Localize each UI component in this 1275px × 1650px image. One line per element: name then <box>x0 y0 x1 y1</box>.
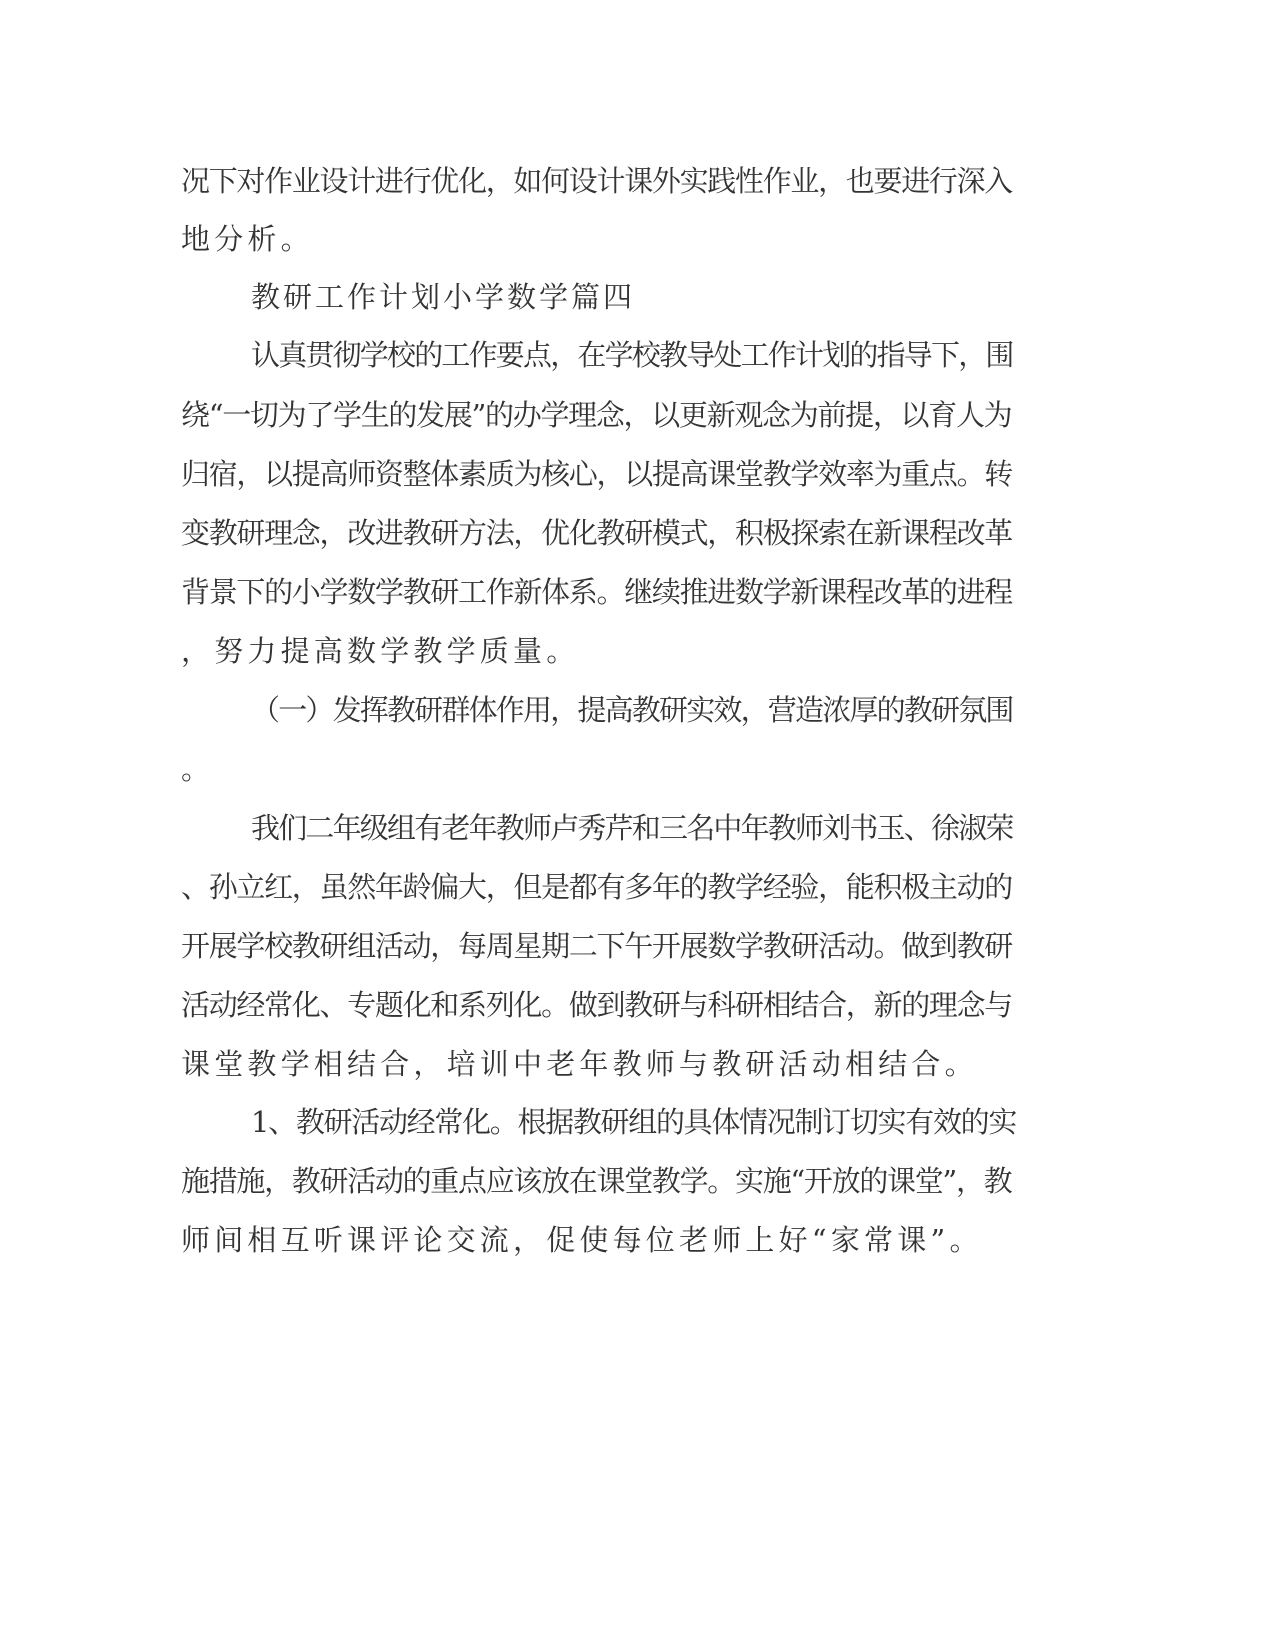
body-text-line: 认真贯彻学校的工作要点，在学校教导处工作计划的指导下，围 <box>251 338 1013 372</box>
body-text-line: 1、教研活动经常化。根据教研组的具体情况制订切实有效的实 <box>251 1105 1017 1139</box>
body-text-line: 地分析。 <box>181 222 314 256</box>
body-text-line: （一）发挥教研群体作用，提高教研实效，营造浓厚的教研氛围 <box>251 693 1013 727</box>
body-text-line: 况下对作业设计进行优化，如何设计课外实践性作业，也要进行深入 <box>181 164 1013 198</box>
body-text-line: 开展学校教研组活动，每周星期二下午开展数学教研活动。做到教研 <box>181 929 1013 963</box>
body-text-line: 活动经常化、专题化和系列化。做到教研与科研相结合，新的理念与 <box>181 988 1013 1022</box>
body-text-line: 变教研理念，改进教研方法，优化教研模式，积极探索在新课程改革 <box>181 516 1013 550</box>
section-heading: 教研工作计划小学数学篇四 <box>251 280 636 314</box>
body-text-line: 归宿，以提高师资整体素质为核心，以提高课堂教学效率为重点。转 <box>181 457 1013 491</box>
body-text-line: ，努力提高数学教学质量。 <box>181 634 580 668</box>
body-text-line: 。 <box>181 752 215 786</box>
body-text-line: 绕“一切为了学生的发展”的办学理念，以更新观念为前提，以育人为 <box>181 398 1012 432</box>
body-text-line: 、孙立红，虽然年龄偏大，但是都有多年的教学经验，能积极主动的 <box>181 870 1013 904</box>
body-text-line: 师间相互听课评论交流，促使每位老师上好“家常课”。 <box>181 1223 983 1257</box>
body-text-line: 背景下的小学数学教研工作新体系。继续推进数学新课程改革的进程 <box>181 575 1013 609</box>
body-text-line: 课堂教学相结合，培训中老年教师与教研活动相结合。 <box>181 1047 978 1081</box>
body-text-line: 我们二年级组有老年教师卢秀芹和三名中年教师刘书玉、徐淑荣 <box>251 811 1013 845</box>
body-text-line: 施措施，教研活动的重点应该放在课堂教学。实施“开放的课堂”，教 <box>181 1164 1012 1198</box>
